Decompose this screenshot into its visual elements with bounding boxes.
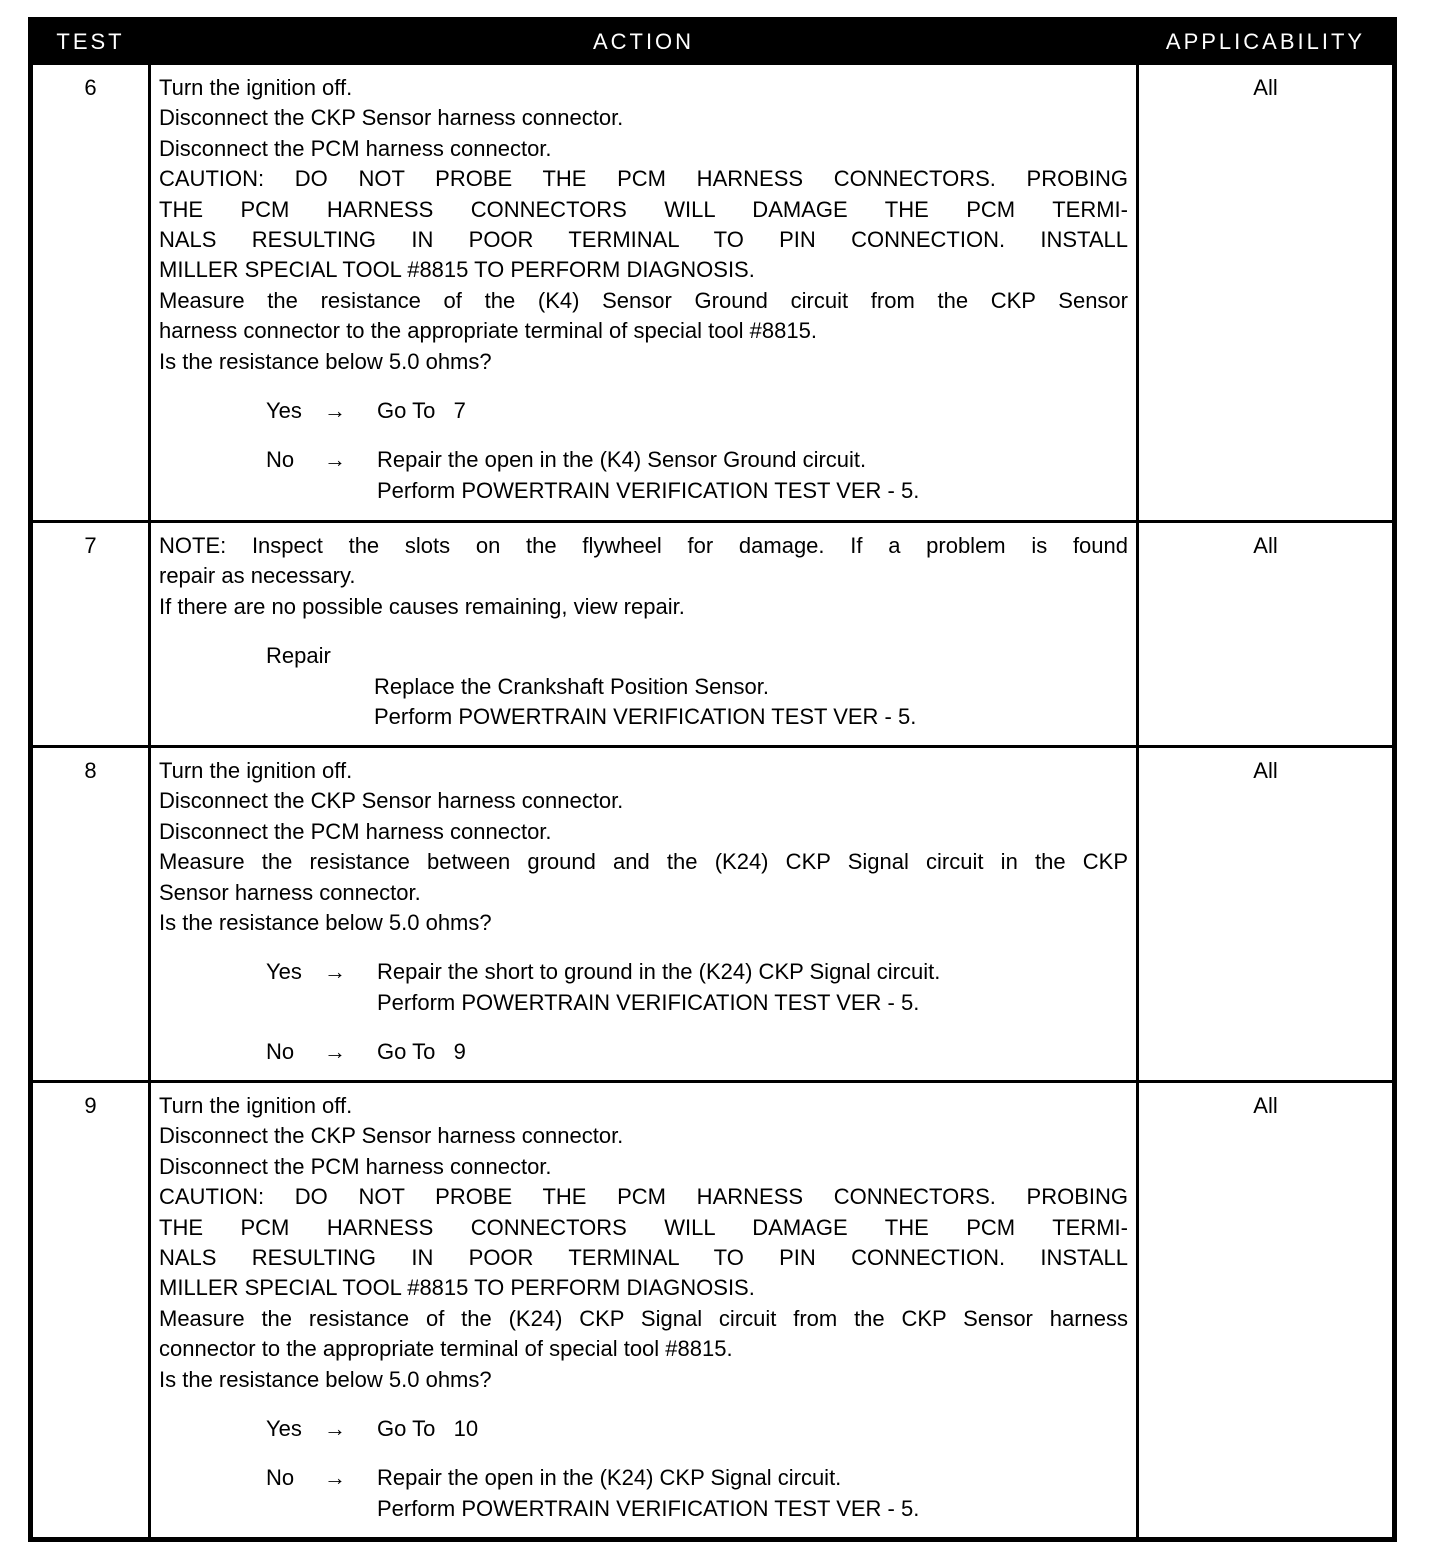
action-line: Turn the ignition off. xyxy=(159,1093,353,1118)
yes-label: Yes xyxy=(266,1416,302,1442)
applicability-value: All xyxy=(1138,522,1395,747)
action-line: Disconnect the PCM harness connector. xyxy=(159,818,552,844)
yes-outcome xyxy=(266,396,1128,426)
action-cell xyxy=(150,747,1138,1082)
action-line: Turn the ignition off. xyxy=(159,758,353,783)
outcome-text: Perform POWERTRAIN VERIFICATION TEST VER - 5. xyxy=(377,1495,920,1521)
outcome-text: Repair the open in the (K24) CKP Signal circuit. xyxy=(377,1465,842,1491)
action-line: Is the resistance below 5.0 ohms? xyxy=(159,1366,492,1392)
no-outcome xyxy=(266,1463,1128,1524)
applicability-value: All xyxy=(1138,64,1395,522)
action-line: NALS RESULTING IN POOR TERMINAL TO PIN CONNECTION. INSTALL xyxy=(159,1245,1128,1271)
action-line: THE PCM HARNESS CONNECTORS WILL DAMAGE THE PCM TERMI- xyxy=(159,196,1128,222)
outcome-text: Go To 9 xyxy=(377,1039,466,1065)
arrow-right-icon: → xyxy=(324,398,346,424)
arrow-right-icon: → xyxy=(324,1039,346,1065)
outcome-text: Repair the short to ground in the (K24) CKP Signal circuit. xyxy=(377,959,941,985)
applicability-value: All xyxy=(1138,747,1395,1082)
repair-block xyxy=(266,641,1128,732)
action-line: MILLER SPECIAL TOOL #8815 TO PERFORM DIAGNOSIS. xyxy=(159,1275,755,1301)
no-label: No xyxy=(266,1465,295,1491)
action-line: harness connector to the appropriate terminal of special tool #8815. xyxy=(159,318,817,344)
outcome-text: Repair the open in the (K4) Sensor Ground circuit. xyxy=(377,447,867,473)
header-action: ACTION xyxy=(150,20,1138,64)
action-line: repair as necessary. xyxy=(159,563,356,589)
yes-outcome xyxy=(266,1414,1128,1444)
arrow-right-icon: → xyxy=(324,1465,346,1491)
test-number: 6 xyxy=(31,64,150,522)
test-row xyxy=(31,1082,1395,1540)
action-line: NALS RESULTING IN POOR TERMINAL TO PIN CONNECTION. INSTALL xyxy=(159,227,1128,253)
yes-label: Yes xyxy=(266,398,302,424)
action-line: THE PCM HARNESS CONNECTORS WILL DAMAGE THE PCM TERMI- xyxy=(159,1214,1128,1240)
test-row xyxy=(31,64,1395,522)
test-row xyxy=(31,522,1395,747)
action-line: Measure the resistance of the (K24) CKP Signal circuit from the CKP Sensor harness xyxy=(159,1305,1128,1331)
header-applicability: APPLICABILITY xyxy=(1138,20,1395,64)
no-label: No xyxy=(266,447,295,473)
action-line: Disconnect the CKP Sensor harness connector. xyxy=(159,788,624,814)
action-line: Measure the resistance between ground and the (K24) CKP Signal circuit in the CKP xyxy=(159,849,1128,875)
test-number: 9 xyxy=(31,1082,150,1540)
no-outcome xyxy=(266,445,1128,506)
arrow-right-icon: → xyxy=(324,959,346,985)
yes-outcome xyxy=(266,957,1128,1018)
diagnostic-test-table xyxy=(28,17,1397,1542)
action-line: NOTE: Inspect the slots on the flywheel for damage. If a problem is found xyxy=(159,533,1128,558)
no-label: No xyxy=(266,1039,295,1065)
outcome-text: Perform POWERTRAIN VERIFICATION TEST VER - 5. xyxy=(377,477,920,503)
header-row xyxy=(31,20,1395,64)
repair-text: Replace the Crankshaft Position Sensor. xyxy=(374,673,770,699)
outcome-text: Go To 7 xyxy=(377,398,466,424)
action-cell xyxy=(150,1082,1138,1540)
action-line: Is the resistance below 5.0 ohms? xyxy=(159,910,492,936)
action-line: Sensor harness connector. xyxy=(159,879,421,905)
test-row xyxy=(31,747,1395,1082)
header-test: TEST xyxy=(31,20,150,64)
action-line: Disconnect the CKP Sensor harness connector. xyxy=(159,1123,624,1149)
action-line: Turn the ignition off. xyxy=(159,75,353,100)
applicability-value: All xyxy=(1138,1082,1395,1540)
no-outcome xyxy=(266,1037,1128,1067)
action-cell xyxy=(150,522,1138,747)
action-cell xyxy=(150,64,1138,522)
arrow-right-icon: → xyxy=(324,447,346,473)
yes-label: Yes xyxy=(266,959,302,985)
action-line: CAUTION: DO NOT PROBE THE PCM HARNESS CONNECTORS. PROBING xyxy=(159,1184,1128,1210)
test-number: 8 xyxy=(31,747,150,1082)
repair-label: Repair xyxy=(266,643,331,669)
arrow-right-icon: → xyxy=(324,1416,346,1442)
action-line: Disconnect the PCM harness connector. xyxy=(159,1153,552,1179)
action-line: CAUTION: DO NOT PROBE THE PCM HARNESS CONNECTORS. PROBING xyxy=(159,166,1128,192)
repair-text: Perform POWERTRAIN VERIFICATION TEST VER - 5. xyxy=(374,704,917,730)
test-number: 7 xyxy=(31,522,150,747)
action-line: Disconnect the PCM harness connector. xyxy=(159,135,552,161)
action-line: If there are no possible causes remaining, view repair. xyxy=(159,593,685,619)
outcome-text: Perform POWERTRAIN VERIFICATION TEST VER - 5. xyxy=(377,989,920,1015)
action-line: MILLER SPECIAL TOOL #8815 TO PERFORM DIAGNOSIS. xyxy=(159,257,755,283)
action-line: Measure the resistance of the (K4) Sensor Ground circuit from the CKP Sensor xyxy=(159,287,1128,313)
outcome-text: Go To 10 xyxy=(377,1416,479,1442)
action-line: Disconnect the CKP Sensor harness connector. xyxy=(159,105,624,131)
action-line: connector to the appropriate terminal of special tool #8815. xyxy=(159,1336,733,1362)
action-line: Is the resistance below 5.0 ohms? xyxy=(159,348,492,374)
